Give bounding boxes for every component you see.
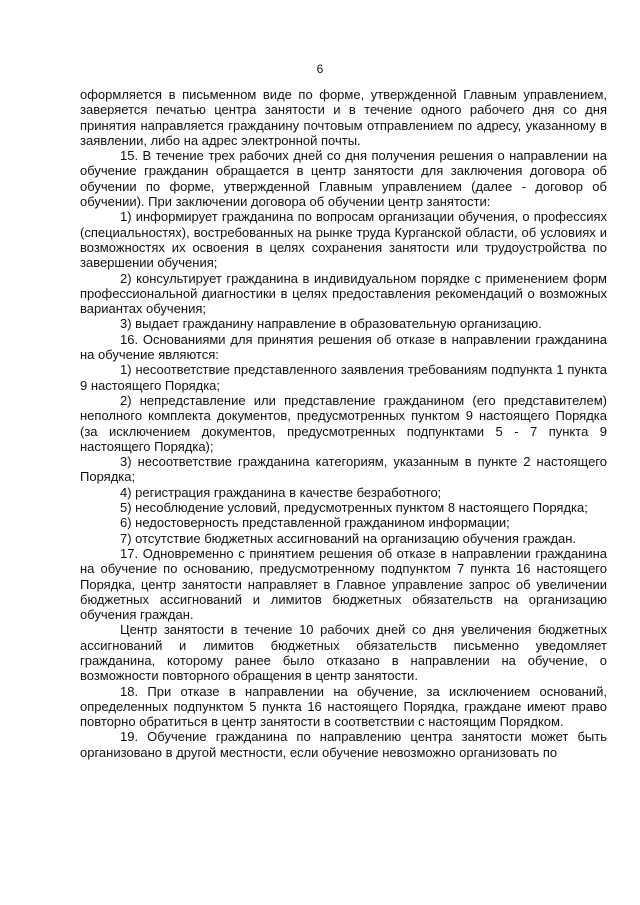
paragraph-item-16: 16. Основаниями для принятия решения об отказе в направлении гражданина на обучение являются: <box>80 331 607 363</box>
document-body <box>80 87 607 760</box>
subitem-15-1: 1) информирует гражданина по вопросам организации обучения, о профессиях (специальностях), востребованных на рынке труда Курганской области, об условиях и возможностях их освоения в целях сохранения занятости или трудоустройства по завершении обучения; <box>80 209 607 271</box>
subitem-16-3: 3) несоответствие гражданина категориям, указанным в пункте 2 настоящего Порядка; <box>80 454 607 485</box>
subitem-15-3: 3) выдает гражданину направление в образовательную организацию. <box>120 316 542 332</box>
subitem-16-7: 7) отсутствие бюджетных ассигнований на организацию обучения граждан. <box>120 530 577 546</box>
paragraph-item-17: 17. Одновременно с принятием решения об отказе в направлении гражданина на обучение по основанию, предусмотренному подпунктом 7 пункта 16 настоящего Порядка, центр занятости направляет в Главное управление запрос об увеличении бюджетных ассигнований и лимитов бюджетных обязательств на организацию обучения граждан. <box>80 545 607 623</box>
subitem-16-4: 4) регистрация гражданина в качестве безработного; <box>120 484 442 500</box>
subitem-16-1: 1) несоответствие представленного заявления требованиям подпункта 1 пункта 9 настоящего Порядка; <box>80 362 607 393</box>
paragraph-item-18: 18. При отказе в направлении на обучение, за исключением оснований, определенных подпунктом 5 пункта 16 настоящего Порядка, граждане имеют право повторно обратиться в центр занятости в соответствии с настоящим Порядком. <box>80 683 607 730</box>
paragraph-continuation: оформляется в письменном виде по форме, утвержденной Главным управлением, заверяется печатью центра занятости и в течение одного рабочего дня со дня принятия направляется гражданину почтовым отправлением по адресу, указанному в заявлении, либо на адрес электронной почты. <box>80 87 607 148</box>
paragraph-item-19: 19. Обучение гражданина по направлению центра занятости может быть организовано в другой местности, если обучение невозможно организовать по <box>80 729 607 760</box>
subitem-16-2: 2) непредставление или представление гражданином (его представителем) неполного комплекта документов, предусмотренных пунктом 9 настоящего Порядка (за исключением документов, предусмотренных подпунктами 5 - 7 пункта 9 настоящего Порядка); <box>80 392 607 454</box>
paragraph-item-15: 15. В течение трех рабочих дней со дня получения решения о направлении на обучение гражданин обращается в центр занятости для заключения договора об обучении по форме, утвержденной Главным управлением (далее - договор об обучении). При заключении договора об обучении центр занятости: <box>80 148 607 210</box>
paragraph-item-17-notice: Центр занятости в течение 10 рабочих дней со дня увеличения бюджетных ассигнований и лимитов бюджетных обязательств письменно уведомляет гражданина, которому ранее было отказано в направлении на обучение, о возможности повторного обращения в центр занятости. <box>80 622 607 684</box>
subitem-16-5: 5) несоблюдение условий, предусмотренных пунктом 8 настоящего Порядка; <box>120 500 588 516</box>
subitem-15-2: 2) консультирует гражданина в индивидуальном порядке с применением форм профессиональной диагностики в целях предоставления рекомендаций о возможных вариантах обучения; <box>80 270 607 317</box>
page-number: 6 <box>316 62 324 76</box>
subitem-16-6: 6) недостоверность представленной гражданином информации; <box>120 515 510 531</box>
